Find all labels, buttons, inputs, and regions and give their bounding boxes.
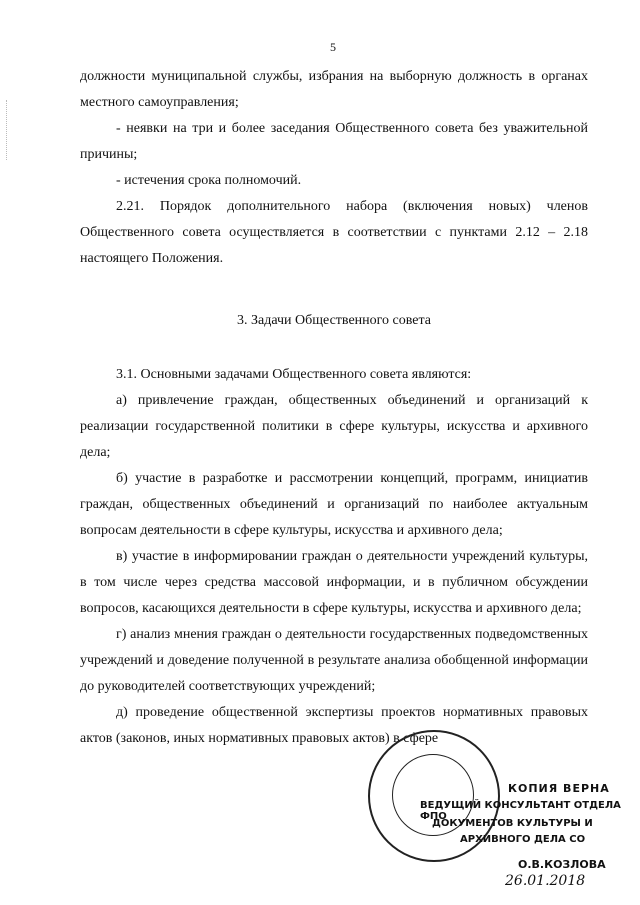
certification-date: 26.01.2018 <box>505 873 586 889</box>
section-heading: 3. Задачи Общественного совета <box>236 313 432 328</box>
certification-line: АРХИВНОГО ДЕЛА СО <box>460 834 586 845</box>
paragraph: - неявки на три и более заседания Общественного совета без уважительной причины; <box>80 121 588 162</box>
paragraph: в) участие в информировании граждан о деятельности учреждений культуры, в том числе через средства массовой информации, и в публичном обсуждении вопросов, касающихся деятельности в сфере культуры, искусства и архивного дела; <box>80 549 588 616</box>
certification-title: КОПИЯ ВЕРНА <box>508 782 610 795</box>
paragraph: б) участие в разработке и рассмотрении концепций, программ, инициатив граждан, общественных объединений и организаций по наиболее актуальным вопросам деятельности в сфере культуры, искусства и архивного дела; <box>80 471 588 538</box>
certification-line: ДОКУМЕНТОВ КУЛЬТУРЫ И <box>432 818 593 829</box>
paragraph: 3.1. Основными задачами Общественного совета являются: <box>116 367 472 382</box>
page-number: 5 <box>330 40 336 54</box>
paragraph: д) проведение общественной экспертизы проектов нормативных правовых актов (законов, иных нормативных правовых актов) в сфере <box>80 705 588 746</box>
document-body <box>80 64 588 752</box>
scan-noise <box>6 100 21 160</box>
certification-line: ВЕДУЩИЙ КОНСУЛЬТАНТ ОТДЕЛА ФПО <box>420 800 621 822</box>
paragraph: - истечения срока полномочий. <box>116 173 302 188</box>
paragraph: г) анализ мнения граждан о деятельности государственных подведомственных учреждений и доведение полученной в результате анализа обобщенной информации до руководителей соответствующих учреждений; <box>80 627 588 694</box>
paragraph: 2.21. Порядок дополнительного набора (включения новых) членов Общественного совета осуществляется в соответствии с пунктами 2.12 – 2.18 настоящего Положения. <box>80 199 588 266</box>
certifier-name: О.В.КОЗЛОВА <box>518 858 606 871</box>
paragraph: должности муниципальной службы, избрания на выборную должность в органах местного самоуправления; <box>80 69 588 110</box>
paragraph: а) привлечение граждан, общественных объединений и организаций к реализации государственной политики в сфере культуры, искусства и архивного дела; <box>80 393 588 460</box>
